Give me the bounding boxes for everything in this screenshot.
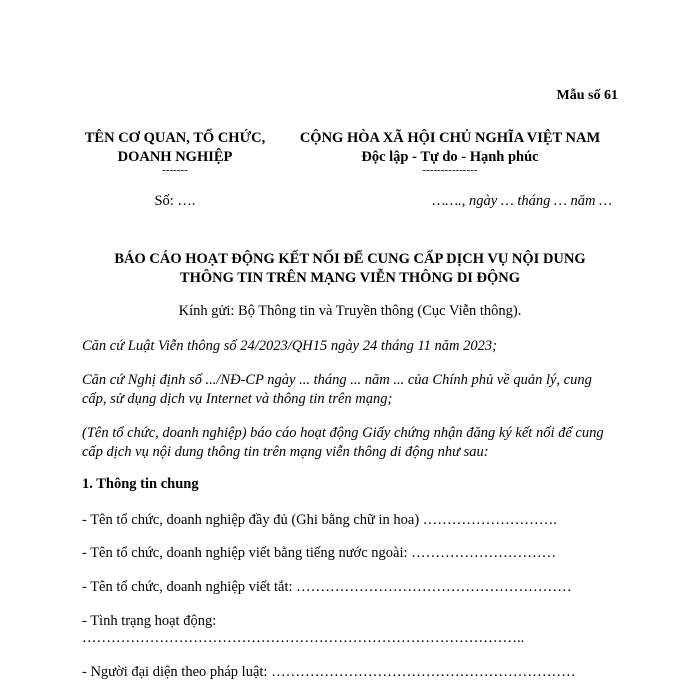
field-status-label: - Tình trạng hoạt động: [82,613,217,629]
field-status-dots: ……………………………………………………………………………….. [82,630,525,646]
legal-basis-2-line2: cấp, sử dụng dịch vụ Internet và thông tin trên mạng; [82,391,393,407]
field-foreign-name: - Tên tổ chức, doanh nghiệp viết bằng tiếng nước ngoài: ………………………… [82,545,557,561]
agency-name-line1: TÊN CƠ QUAN, TỔ CHỨC, [84,130,266,146]
field-short-name: - Tên tổ chức, doanh nghiệp viết tắt: ………………………………………………… [82,579,572,595]
left-header-rule: ------- [162,164,188,176]
national-motto-line1: CỘNG HÒA XÃ HỘI CHỦ NGHĨA VIỆT NAM [299,130,601,146]
intro-line2: cấp dịch vụ nội dung thông tin trên mạng viễn thông di động như sau: [82,444,489,460]
legal-basis-2-line1: Căn cứ Nghị định số .../NĐ-CP ngày ... tháng ... năm ... của Chính phủ về quản lý, cung [82,372,592,388]
recipient-line: Kính gửi: Bộ Thông tin và Truyền thông (Cục Viễn thông). [178,303,522,319]
legal-basis-1: Căn cứ Luật Viễn thông số 24/2023/QH15 ngày 24 tháng 11 năm 2023; [82,338,497,354]
document-number: Số: …. [154,193,196,209]
field-full-name: - Tên tổ chức, doanh nghiệp đầy đủ (Ghi bằng chữ in hoa) ………………………. [82,512,557,528]
field-legal-representative: - Người đại diện theo pháp luật: ……………………………………………………… [82,664,576,680]
section-1-heading: 1. Thông tin chung [82,476,199,492]
national-motto-line2: Độc lập - Tự do - Hạnh phúc [361,149,539,165]
intro-line1: (Tên tổ chức, doanh nghiệp) báo cáo hoạt động Giấy chứng nhận đăng ký kết nối để cung [82,425,604,441]
form-number: Mẫu số 61 [556,88,618,103]
report-title-line2: THÔNG TIN TRÊN MẠNG VIỄN THÔNG DI ĐỘNG [179,270,521,286]
right-header-rule: --------------- [422,164,478,176]
agency-name-line2: DOANH NGHIỆP [117,149,233,165]
report-title-line1: BÁO CÁO HOẠT ĐỘNG KẾT NỐI ĐỂ CUNG CẤP DỊCH VỤ NỘI DUNG [114,251,586,267]
date-line: ……., ngày … tháng … năm … [432,193,612,209]
